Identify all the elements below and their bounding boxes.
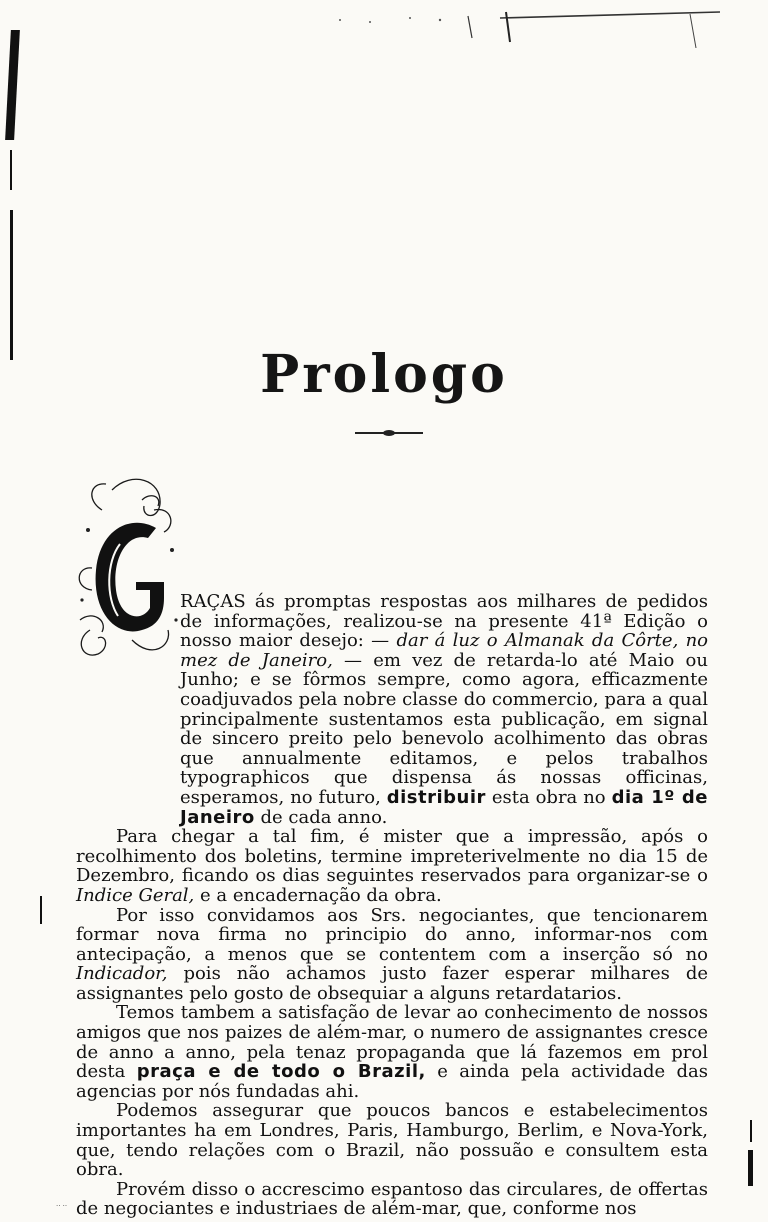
scan-footer-mark: ·· ·· <box>56 1202 68 1210</box>
text-segment: Por isso convidamos aos Srs. negociantes, que tencionarem formar nova firma no principio do anno, informar-nos com antecipação, a menos que se contentem com a inserção só no <box>76 904 708 965</box>
paragraph <box>76 1003 708 1101</box>
scan-edge-mark <box>5 30 20 140</box>
scan-edge-mark <box>40 896 42 924</box>
paragraph <box>76 827 708 905</box>
prologue-text <box>76 592 708 1219</box>
paragraph <box>76 1180 708 1219</box>
text-segment: de cada anno. <box>254 806 388 828</box>
scan-edge-mark <box>10 210 13 360</box>
title-flourish <box>355 432 423 434</box>
text-segment-bold: distribuir <box>386 786 486 808</box>
text-segment: esta obra no <box>485 786 612 808</box>
text-segment: Temos tambem a satisfação de levar ao conhecimento de nossos amigos que nos paizes de além-mar, o numero de assignantes cresce de anno a anno, pela tenaz propaganda que lá fazemos em prol desta <box>76 1002 708 1083</box>
text-segment: Para chegar a tal fim, é mister que a impressão, após o recolhimento dos boletins, termine impreterivelmente no dia 15 de Dezembro, ficando os dias seguintes reservados para organizar-se o <box>76 826 708 887</box>
scan-edge-mark <box>10 150 12 190</box>
text-segment-italic: — dar á luz o Almanak da Côrte, no mez de Janeiro, <box>180 630 709 671</box>
text-segment: — em vez de retarda-lo até Maio ou Junho; e se fôrmos sempre, como agora, efficazmente coadjuvados pela nobre classe do commercio, para a qual principalmente sustentamos esta publicação, em signal de sincero preito pelo benevolo acolhimento das obras que annualmente editamos, e pelos trabalhos typographicos que dispensa ás nossas officinas, esperamos, no futuro, <box>180 649 708 808</box>
text-segment-bold: praça e de todo o Brazil, <box>136 1061 426 1083</box>
scan-top-noise <box>300 8 720 48</box>
paragraph <box>76 1101 708 1179</box>
page-title: Prologo <box>260 344 508 405</box>
text-segment: Podemos assegurar que poucos bancos e estabelecimentos importantes ha em Londres, Paris, Hamburgo, Berlim, e Nova-York, que, tendo relações com o Brazil, não possuão e consultem esta obra. <box>76 1100 708 1181</box>
text-segment: e ainda pela actividade das agencias por nós fundadas ahi. <box>76 1061 708 1102</box>
text-segment: e a encadernação da obra. <box>194 884 442 906</box>
scan-edge-mark <box>748 1150 753 1186</box>
text-segment-italic: Indicador, <box>76 963 168 985</box>
scan-edge-mark <box>750 1120 752 1142</box>
text-segment: pois não achamos justo fazer esperar milhares de assignantes pelo gosto de obsequiar a alguns retardatarios. <box>76 963 708 1004</box>
text-segment-bold: dia 1º de Janeiro <box>180 786 708 828</box>
text-segment: Provém disso o accrescimo espantoso das circulares, de offertas de negociantes e industriaes de além-mar, que, conforme nos <box>76 1178 708 1220</box>
paragraph <box>76 906 708 1004</box>
text-segment-italic: Indice Geral, <box>76 884 195 906</box>
text-segment: RAÇAS ás promptas respostas aos milhares de pedidos de informações, realizou-se na presente 41ª Edição o nosso maior desejo: <box>180 591 708 652</box>
paragraph <box>76 592 708 827</box>
